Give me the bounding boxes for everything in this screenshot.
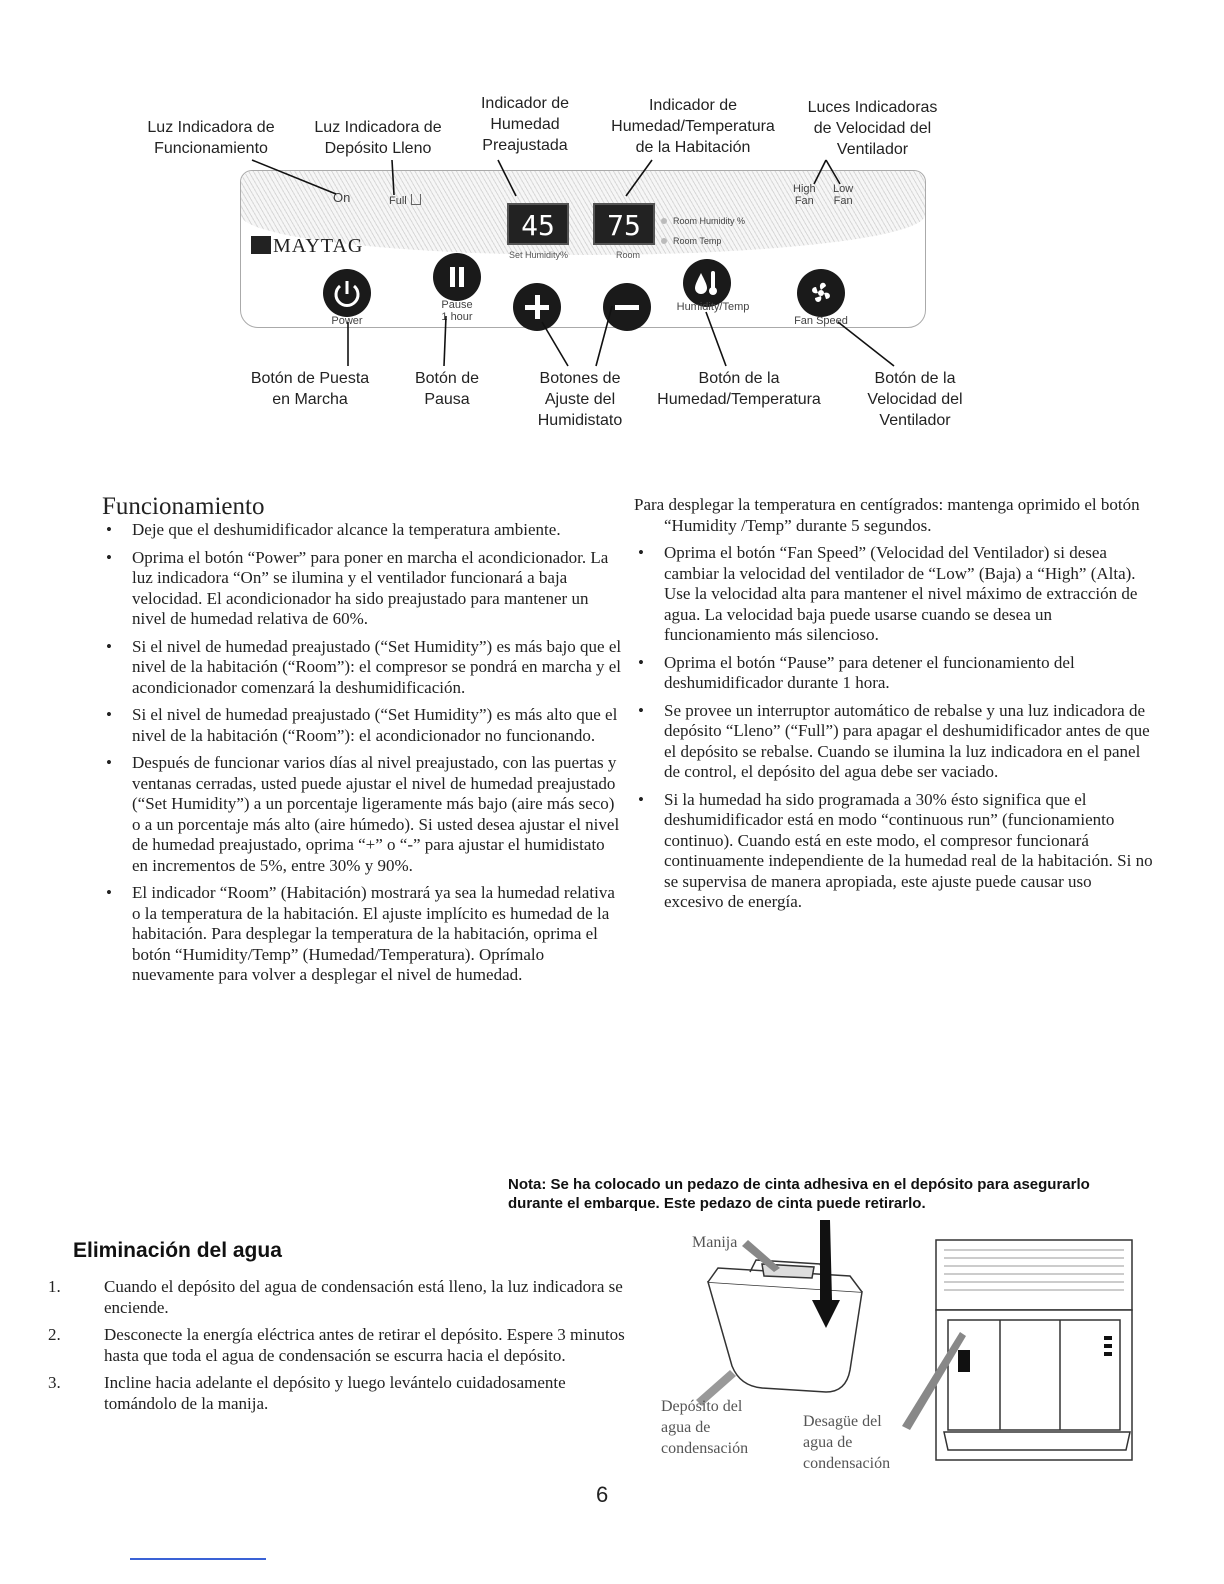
indicator-dot [661,238,667,244]
callout-adjust-buttons: Botones de Ajuste del Humidistato [537,370,623,429]
water-removal-title: Eliminación del agua [73,1239,282,1262]
on-indicator-label: On [333,190,351,205]
room-humidity-indicator: Room Humidity % [661,215,745,227]
handle-label: Manija [692,1234,738,1251]
power-icon [323,269,371,317]
set-humidity-label: Set Humidity% [509,250,569,260]
callout-pause-button: Botón de Pausa [414,370,480,408]
list-item: • Oprima el botón “Fan Speed” (Velocidad del Ventilador) si desea cambiar la velocidad del ventilador de “Low” (Baja) a “High” (Alta). Use la velocidad alta para mantener el nivel máximo de extracción de agua. La velocidad baja puede usarse cuando se desea un funcionamiento más silencioso. [634,543,1154,646]
callout-power-button: Botón de Puesta en Marcha [250,370,370,408]
plus-icon [513,283,561,331]
bucket-icon [411,194,421,205]
step-item [48,1372,638,1414]
control-panel [240,170,926,328]
list-item: • Si el nivel de humedad preajustado (“Set Humidity”) es más alto que el nivel de la habitación (“Room”): el acondicionador no funcionando. [102,705,622,746]
full-indicator-label: Full [389,195,407,207]
pause-button[interactable] [433,253,481,301]
unit-drain-illustration [900,1236,1138,1476]
minus-icon [603,283,651,331]
list-item: • Oprima el botón “Pause” para detener el funcionamiento del deshumidificador durante 1 hora. [634,653,1154,694]
full-indicator [389,191,421,209]
callout-humidity-temp-button: Botón de la Humedad/Temperatura [657,370,821,408]
list-item: • Si la humedad ha sido programada a 30% ésto significa que el deshumidificador está en modo “continuous run” (funcionamiento continuo). Cuando está en este modo, el compresor funcionará continuamente independiente de la humedad real de la habitación. Si no se supervisa de manera apropiada, este ajuste puede causar uso excesivo de energía. [634,790,1154,913]
room-display: 75 [593,203,655,245]
callout-fan-speed-button: Botón de la Velocidad del Ventilador [867,370,963,429]
step-item [48,1324,638,1366]
list-item: • El indicador “Room” (Habitación) mostrará ya sea la humedad relativa o la temperatura de la habitación. El ajuste implícito es humedad de la habitación. Para desplegar la temperatura de la habitación, oprima el botón “Humidity/Temp” (Humedad/Temperatura). Oprímalo nuevamente para volver a desplegar el nivel de humedad. [102,883,622,986]
operation-title: Funcionamiento [102,493,265,520]
list-item: • Oprima el botón “Power” para poner en marcha el acondicionador. La luz indicadora “On” se ilumina y el ventilador funcionará a baja velocidad. El acondicionador ha sido preajustado para mantener un nivel de humedad relativa de 60%. [102,548,622,630]
fan-speed-button[interactable] [797,269,845,317]
room-temp-indicator: Room Temp [661,235,721,247]
bucket-label: Depósito del agua de condensación [661,1398,749,1457]
shipping-tape-note: Nota: Se ha colocado un pedazo de cinta adhesiva en el depósito para asegurarlo durante el embarque. Este pedazo de cinta puede retirarlo. [508,1176,1090,1212]
droplet-thermometer-icon [683,259,731,307]
list-item: • Se provee un interruptor automático de rebalse y una luz indicadora de depósito “Lleno” (“Full”) para apagar el deshumidificador antes de que el depósito se rebalse. Cuando se ilumina la luz indicadora en el panel de control, el depósito del agua debe ser vaciado. [634,701,1154,783]
operation-right-column [634,495,1154,920]
page-number: 6 [596,1482,609,1507]
callout-room-indicator: Indicador de Humedad/Temperatura de la Habitación [611,97,775,156]
arrow-icon [742,1240,780,1272]
fan-speed-button-label: Fan Speed [794,315,848,327]
callout-on-light: Luz Indicadora de Funcionamiento [147,119,275,157]
power-button-label: Power [331,315,363,327]
operation-left-column [102,520,622,993]
step-number: 1. [48,1277,61,1296]
maytag-logo-mark [251,236,271,254]
callout-set-humidity: Indicador de Humedad Preajustada [480,95,570,154]
pause-button-label: Pause 1 hour [441,299,473,323]
footer-divider [130,1558,266,1560]
humidity-up-button[interactable] [513,283,561,331]
power-button[interactable] [323,269,371,317]
step-text: Incline hacia adelante el depósito y luego levántelo cuidadosamente tomándolo de la manija. [104,1373,566,1413]
maytag-logo: MAYTAG [251,235,363,258]
pause-icon [433,253,481,301]
step-item [48,1276,638,1318]
humidity-down-button[interactable] [603,283,651,331]
room-display-label: Room [616,250,641,260]
step-text: Desconecte la energía eléctrica antes de retirar el depósito. Espere 3 minutos hasta que toda el agua de condensación se escurra hacia el depósito. [104,1325,625,1365]
low-fan-indicator: Low Fan [833,183,854,207]
step-text: Cuando el depósito del agua de condensación está lleno, la luz indicadora se enciende. [104,1277,623,1317]
step-number: 2. [48,1325,61,1344]
step-number: 3. [48,1373,61,1392]
list-item: • Deje que el deshumidificador alcance la temperatura ambiente. [102,520,622,541]
indicator-dot [661,218,667,224]
high-fan-indicator: High Fan [793,183,816,207]
list-item: • Si el nivel de humedad preajustado (“Set Humidity”) es más bajo que el nivel de la habitación (“Room”): el compresor se pondrá en marcha y el acondicionador comenzará la deshumidificación. [102,637,622,699]
water-removal-steps [48,1276,638,1420]
callout-fan-lights: Luces Indicadoras de Velocidad del Ventilador [807,99,938,158]
humidity-temp-button[interactable] [683,259,731,307]
fan-icon [797,269,845,317]
list-item: • Después de funcionar varios días al nivel preajustado, con las puertas y ventanas cerradas, usted puede ajustar el nivel de humedad preajustado (“Set Humidity”) a un porcentaje ligeramente más bajo (aire más seco) o a un porcentaje más alto (aire húmedo). Si usted desea ajustar el nivel de humedad preajustado, oprima “+” o “-” para ajustar el humidistato en incrementos de 5%, entre 30% y 90%. [102,753,622,876]
celsius-instruction: Para desplegar la temperatura en centígrados: mantenga oprimido el botón “Humidity /Temp” durante 5 segundos. [634,495,1140,535]
set-humidity-display: 45 [507,203,569,245]
humidity-temp-button-label: Humidity/Temp [676,301,750,313]
callout-full-light: Luz Indicadora de Depósito Lleno [314,119,442,157]
drain-label: Desagüe del agua de condensación [803,1413,891,1472]
